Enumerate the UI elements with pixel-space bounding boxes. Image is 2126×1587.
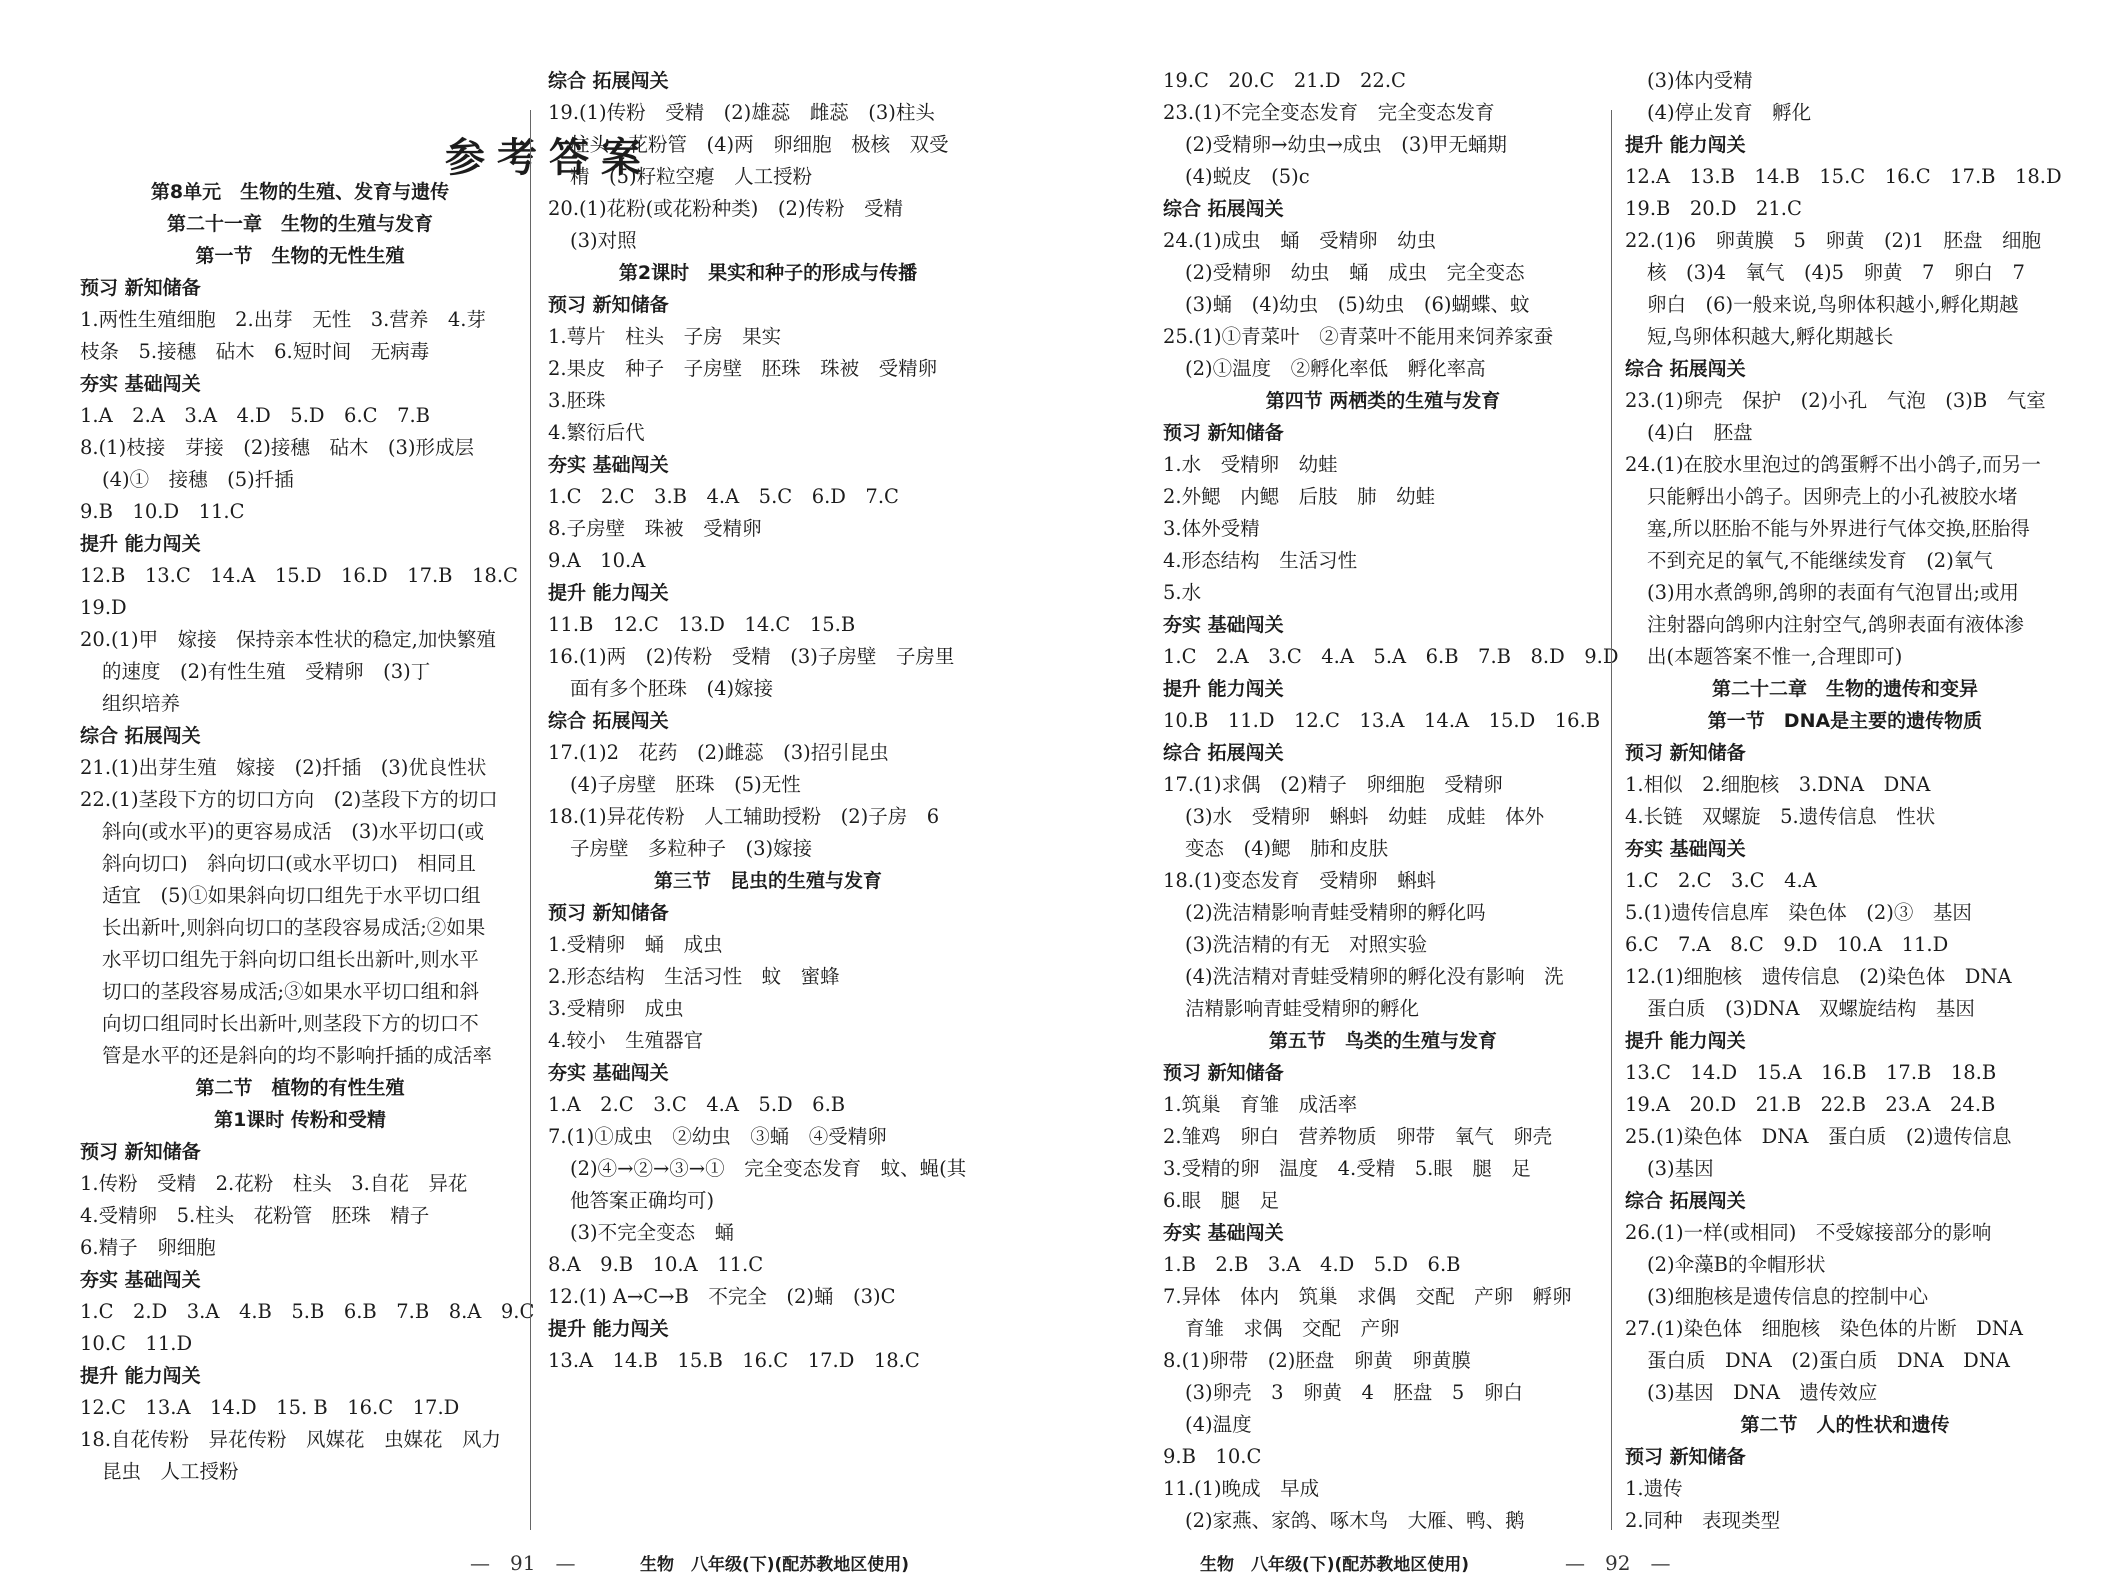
answer-line: 13.A 14.B 15.B 16.C 17.D 18.C xyxy=(548,1349,920,1372)
answer-line: 4.长链 双螺旋 5.遗传信息 性状 xyxy=(1625,805,1936,828)
answer-line: (3)用水煮鸽卵,鸽卵的表面有气泡冒出;或用 xyxy=(1647,581,2019,604)
answer-line: 昆虫 人工授粉 xyxy=(102,1460,239,1483)
page-number-left-value: 91 xyxy=(510,1551,536,1575)
answer-line: 注射器向鸽卵内注射空气,鸽卵表面有液体渗 xyxy=(1647,613,2024,636)
section-heading: 预习 新知储备 xyxy=(1163,1062,1284,1084)
answer-line: 10.C 11.D xyxy=(80,1332,193,1355)
answer-line: 短,鸟卵体积越大,孵化期越长 xyxy=(1647,325,1894,348)
answer-line: 1.B 2.B 3.A 4.D 5.D 6.B xyxy=(1163,1253,1461,1276)
answer-line: (4)① 接穗 (5)扦插 xyxy=(102,468,294,491)
answer-line: 长出新叶,则斜向切口的茎段容易成活;②如果 xyxy=(102,916,486,939)
answer-line: 9.B 10.C xyxy=(1163,1445,1262,1468)
answer-line: 2.形态结构 生活习性 蚊 蜜蜂 xyxy=(548,965,840,988)
answer-line: 3.体外受精 xyxy=(1163,517,1260,540)
answer-line: (3)对照 xyxy=(570,229,637,252)
answer-line: 出(本题答案不惟一,合理即可) xyxy=(1647,645,1903,668)
answer-line: 1.传粉 受精 2.花粉 柱头 3.自花 异花 xyxy=(80,1172,468,1195)
answer-line: (2)家燕、家鸽、啄木鸟 大雁、鸭、鹅 xyxy=(1185,1509,1525,1532)
section-heading: 预习 新知储备 xyxy=(548,902,669,924)
answer-line: 24.(1)在胶水里泡过的鸽蛋孵不出小鸽子,而另一 xyxy=(1625,453,2041,476)
answer-line: (4)停止发育 孵化 xyxy=(1647,101,1812,124)
answer-line: 斜向切口) 斜向切口(或水平切口) 相同且 xyxy=(102,852,476,875)
answer-line: 精 (5)籽粒空瘪 人工授粉 xyxy=(570,165,813,188)
answer-line: 卵白 (6)一般来说,鸟卵体积越小,孵化期越 xyxy=(1647,293,2019,316)
answer-line: 12.B 13.C 14.A 15.D 16.D 17.B 18.C xyxy=(80,564,518,587)
answer-line: 6.眼 腿 足 xyxy=(1163,1189,1280,1212)
answer-line: (3)体内受精 xyxy=(1647,69,1753,92)
answer-line: 8.子房壁 珠被 受精卵 xyxy=(548,517,762,540)
answer-line: (3)蛹 (4)幼虫 (5)幼虫 (6)蝴蝶、蚊 xyxy=(1185,293,1530,316)
answer-line: 12.C 13.A 14.D 15. B 16.C 17.D xyxy=(80,1396,460,1419)
section-heading: 第一节 DNA是主要的遗传物质 xyxy=(1707,710,1983,732)
answer-line: (2)洗洁精影响青蛙受精卵的孵化吗 xyxy=(1185,901,1486,924)
section-heading: 夯实 基础闯关 xyxy=(80,1269,201,1291)
answer-line: 1.C 2.C 3.B 4.A 5.C 6.D 7.C xyxy=(548,485,899,508)
answer-line: 25.(1)①青菜叶 ②青菜叶不能用来饲养家蚕 xyxy=(1163,325,1554,348)
answer-line: 塞,所以胚胎不能与外界进行气体交换,胚胎得 xyxy=(1647,517,2030,540)
answer-line: 管是水平的还是斜向的均不影响扦插的成活率 xyxy=(102,1044,493,1067)
answer-line: (4)洗洁精对青蛙受精卵的孵化没有影响 洗 xyxy=(1185,965,1564,988)
answer-line: 7.(1)①成虫 ②幼虫 ③蛹 ④受精卵 xyxy=(548,1125,887,1148)
section-heading: 第五节 鸟类的生殖与发育 xyxy=(1268,1030,1497,1052)
answer-line: 2.果皮 种子 子房壁 胚珠 珠被 受精卵 xyxy=(548,357,938,380)
answer-line: 19.C 20.C 21.D 22.C xyxy=(1163,69,1406,92)
answer-line: 23.(1)卵壳 保护 (2)小孔 气泡 (3)B 气室 xyxy=(1625,389,2046,412)
section-heading: 提升 能力闯关 xyxy=(1625,1030,1746,1052)
section-heading: 预习 新知储备 xyxy=(1163,422,1284,444)
section-heading: 第8单元 生物的生殖、发育与遗传 xyxy=(150,181,450,203)
answer-line: 核 (3)4 氧气 (4)5 卵黄 7 卵白 7 xyxy=(1647,261,2025,284)
answer-line: 3.受精的卵 温度 4.受精 5.眼 腿 足 xyxy=(1163,1157,1531,1180)
answer-line: 16.(1)两 (2)传粉 受精 (3)子房壁 子房里 xyxy=(548,645,955,668)
answer-line: 4.较小 生殖器官 xyxy=(548,1029,704,1052)
section-heading: 第2课时 果实和种子的形成与传播 xyxy=(618,262,918,284)
answer-line: 蛋白质 (3)DNA 双螺旋结构 基因 xyxy=(1647,997,1975,1020)
page-number-left: — 91 — xyxy=(470,1551,576,1575)
answer-line: 4.繁衍后代 xyxy=(548,421,645,444)
section-heading: 预习 新知储备 xyxy=(1625,1446,1746,1468)
section-heading: 第二十二章 生物的遗传和变异 xyxy=(1711,678,1978,700)
answer-line: 21.(1)出芽生殖 嫁接 (2)扦插 (3)优良性状 xyxy=(80,756,487,779)
answer-line: 只能孵出小鸽子。因卵壳上的小孔被胶水堵 xyxy=(1647,485,2018,508)
answer-line: 3.受精卵 成虫 xyxy=(548,997,684,1020)
answer-line: 11.(1)晚成 早成 xyxy=(1163,1477,1320,1500)
answer-line: (3)基因 xyxy=(1647,1157,1714,1180)
answer-line: (2)伞藻B的伞帽形状 xyxy=(1647,1253,1826,1276)
answer-line: 4.形态结构 生活习性 xyxy=(1163,549,1358,572)
answer-line: 1.遗传 xyxy=(1625,1477,1683,1500)
answer-line: 11.B 12.C 13.D 14.C 15.B xyxy=(548,613,856,636)
answer-line: 12.(1)细胞核 遗传信息 (2)染色体 DNA xyxy=(1625,965,2012,988)
answer-line: 蛋白质 DNA (2)蛋白质 DNA DNA xyxy=(1647,1349,2010,1372)
answer-line: 22.(1)6 卵黄膜 5 卵黄 (2)1 胚盘 细胞 xyxy=(1625,229,2041,252)
answer-line: 18.(1)变态发育 受精卵 蝌蚪 xyxy=(1163,869,1437,892)
answer-line: 2.外鳃 内鳃 后肢 肺 幼蛙 xyxy=(1163,485,1436,508)
answer-line: 1.C 2.D 3.A 4.B 5.B 6.B 7.B 8.A 9.C xyxy=(80,1300,535,1323)
section-heading: 综合 拓展闯关 xyxy=(1163,198,1284,220)
section-heading: 第三节 昆虫的生殖与发育 xyxy=(653,870,882,892)
answer-line: 1.A 2.A 3.A 4.D 5.D 6.C 7.B xyxy=(80,404,431,427)
answer-line: (4)温度 xyxy=(1185,1413,1252,1436)
answer-line: 1.萼片 柱头 子房 果实 xyxy=(548,325,782,348)
answer-line: 18.自花传粉 异花传粉 风媒花 虫媒花 风力 xyxy=(80,1428,502,1451)
answer-line: 1.A 2.C 3.C 4.A 5.D 6.B xyxy=(548,1093,846,1116)
section-heading: 提升 能力闯关 xyxy=(1625,134,1746,156)
column-divider xyxy=(530,110,531,1530)
answer-line: 8.(1)枝接 芽接 (2)接穗 砧木 (3)形成层 xyxy=(80,436,474,459)
section-heading: 综合 拓展闯关 xyxy=(548,710,669,732)
section-heading: 预习 新知储备 xyxy=(80,1141,201,1163)
answer-line: 斜向(或水平)的更容易成活 (3)水平切口(或 xyxy=(102,820,484,843)
section-heading: 第四节 两栖类的生殖与发育 xyxy=(1265,390,1501,412)
section-heading: 综合 拓展闯关 xyxy=(1625,358,1746,380)
page-number-right-value: 92 xyxy=(1605,1551,1631,1575)
answer-line: 8.A 9.B 10.A 11.C xyxy=(548,1253,764,1276)
section-heading: 综合 拓展闯关 xyxy=(1625,1190,1746,1212)
answer-line: 适宜 (5)①如果斜向切口组先于水平切口组 xyxy=(102,884,481,907)
answer-line: 9.A 10.A xyxy=(548,549,646,572)
section-heading: 综合 拓展闯关 xyxy=(80,725,201,747)
answer-line: 13.C 14.D 15.A 16.B 17.B 18.B xyxy=(1625,1061,1997,1084)
answer-line: 3.胚珠 xyxy=(548,389,606,412)
answer-line: (3)卵壳 3 卵黄 4 胚盘 5 卵白 xyxy=(1185,1381,1523,1404)
section-heading: 提升 能力闯关 xyxy=(1163,678,1284,700)
page-title: 参考答案 xyxy=(445,134,653,181)
answer-line: 17.(1)求偶 (2)精子 卵细胞 受精卵 xyxy=(1163,773,1503,796)
answer-line: (2)受精卵→幼虫→成虫 (3)甲无蛹期 xyxy=(1185,133,1507,156)
answer-line: 组织培养 xyxy=(102,692,181,715)
footer-book-title-left: 生物 八年级(下)(配苏教地区使用) xyxy=(640,1555,910,1575)
answer-line: 2.雏鸡 卵白 营养物质 卵带 氧气 卵壳 xyxy=(1163,1125,1553,1148)
answer-line: 20.(1)花粉(或花粉种类) (2)传粉 受精 xyxy=(548,197,903,220)
answer-line: 12.(1) A→C→B 不完全 (2)蛹 (3)C xyxy=(548,1285,896,1308)
answer-line: (3)洗洁精的有无 对照实验 xyxy=(1185,933,1428,956)
answer-line: 变态 (4)鳃 肺和皮肤 xyxy=(1185,837,1389,860)
section-heading: 夯实 基础闯关 xyxy=(548,454,669,476)
answer-line: 12.A 13.B 14.B 15.C 16.C 17.B 18.D xyxy=(1625,165,2062,188)
footer-book-title-right: 生物 八年级(下)(配苏教地区使用) xyxy=(1200,1555,1470,1575)
answer-line: 向切口组同时长出新叶,则茎段下方的切口不 xyxy=(102,1012,479,1035)
answer-line: (2)①温度 ②孵化率低 孵化率高 xyxy=(1185,357,1486,380)
answer-line: 20.(1)甲 嫁接 保持亲本性状的稳定,加快繁殖 xyxy=(80,628,496,651)
section-heading: 第1课时 传粉和受精 xyxy=(214,1109,386,1131)
answer-line: (3)细胞核是遗传信息的控制中心 xyxy=(1647,1285,1929,1308)
answer-line: 23.(1)不完全变态发育 完全变态发育 xyxy=(1163,101,1495,124)
answer-line: 育雏 求偶 交配 产卵 xyxy=(1185,1317,1400,1340)
answer-line: 26.(1)一样(或相同) 不受嫁接部分的影响 xyxy=(1625,1221,1992,1244)
answer-line: 10.B 11.D 12.C 13.A 14.A 15.D 16.B xyxy=(1163,709,1601,732)
answer-line: 洁精影响青蛙受精卵的孵化 xyxy=(1185,997,1420,1020)
answer-line: 1.相似 2.细胞核 3.DNA DNA xyxy=(1625,773,1931,796)
answer-line: 25.(1)染色体 DNA 蛋白质 (2)遗传信息 xyxy=(1625,1125,2012,1148)
section-heading: 提升 能力闯关 xyxy=(548,1318,669,1340)
answer-line: 面有多个胚珠 (4)嫁接 xyxy=(570,677,774,700)
section-heading: 综合 拓展闯关 xyxy=(1163,742,1284,764)
section-heading: 夯实 基础闯关 xyxy=(1163,614,1284,636)
answer-line: 19.B 20.D 21.C xyxy=(1625,197,1802,220)
answer-line: 6.C 7.A 8.C 9.D 10.A 11.D xyxy=(1625,933,1949,956)
section-heading: 提升 能力闯关 xyxy=(80,1365,201,1387)
answer-line: 19.(1)传粉 受精 (2)雄蕊 雌蕊 (3)柱头 xyxy=(548,101,935,124)
answer-line: 22.(1)茎段下方的切口方向 (2)茎段下方的切口 xyxy=(80,788,498,811)
answer-line: (3)基因 DNA 遗传效应 xyxy=(1647,1381,1878,1404)
section-heading: 预习 新知储备 xyxy=(548,294,669,316)
answer-line: 1.筑巢 育雏 成活率 xyxy=(1163,1093,1358,1116)
answer-line: 他答案正确均可) xyxy=(570,1189,715,1212)
answer-line: 24.(1)成虫 蛹 受精卵 幼虫 xyxy=(1163,229,1437,252)
answer-line: (2)④→②→③→① 完全变态发育 蚊、蝇(其 xyxy=(570,1157,967,1180)
answer-line: 的速度 (2)有性生殖 受精卵 (3)丁 xyxy=(102,660,431,683)
answer-line: (4)子房壁 胚珠 (5)无性 xyxy=(570,773,801,796)
answer-line: 18.(1)异花传粉 人工辅助授粉 (2)子房 6 xyxy=(548,805,940,828)
section-heading: 夯实 基础闯关 xyxy=(548,1062,669,1084)
answer-line: 1.受精卵 蛹 成虫 xyxy=(548,933,723,956)
section-heading: 夯实 基础闯关 xyxy=(1625,838,1746,860)
column-divider xyxy=(1611,110,1612,1530)
answer-line: 5.水 xyxy=(1163,581,1202,604)
section-heading: 第二节 植物的有性生殖 xyxy=(195,1077,405,1099)
answer-line: 子房壁 多粒种子 (3)嫁接 xyxy=(570,837,813,860)
answer-line: 2.同种 表现类型 xyxy=(1625,1509,1781,1532)
answer-line: (4)白 胚盘 xyxy=(1647,421,1753,444)
answer-line: 1.两性生殖细胞 2.出芽 无性 3.营养 4.芽 xyxy=(80,308,486,331)
section-heading: 提升 能力闯关 xyxy=(80,533,201,555)
answer-line: 6.精子 卵细胞 xyxy=(80,1236,216,1259)
answer-line: (3)不完全变态 蛹 xyxy=(570,1221,735,1244)
answer-line: 枝条 5.接穗 砧木 6.短时间 无病毒 xyxy=(80,340,430,363)
answer-line: 柱头 花粉管 (4)两 卵细胞 极核 双受 xyxy=(570,133,949,156)
section-heading: 提升 能力闯关 xyxy=(548,582,669,604)
answer-line: 4.受精卵 5.柱头 花粉管 胚珠 精子 xyxy=(80,1204,430,1227)
section-heading: 第一节 生物的无性生殖 xyxy=(195,245,405,267)
page-number-right: — 92 — xyxy=(1565,1551,1671,1575)
answer-line: 1.C 2.A 3.C 4.A 5.A 6.B 7.B 8.D 9.D xyxy=(1163,645,1619,668)
answer-line: 水平切口组先于斜向切口组长出新叶,则水平 xyxy=(102,948,479,971)
section-heading: 第二节 人的性状和遗传 xyxy=(1740,1414,1950,1436)
answer-line: 9.B 10.D 11.C xyxy=(80,500,245,523)
section-heading: 预习 新知储备 xyxy=(80,277,201,299)
answer-line: 27.(1)染色体 细胞核 染色体的片断 DNA xyxy=(1625,1317,2023,1340)
answer-line: 19.D xyxy=(80,596,127,619)
answer-line: 切口的茎段容易成活;③如果水平切口组和斜 xyxy=(102,980,480,1003)
answer-line: (2)受精卵 幼虫 蛹 成虫 完全变态 xyxy=(1185,261,1525,284)
answer-line: (4)蜕皮 (5)c xyxy=(1185,165,1310,188)
section-heading: 综合 拓展闯关 xyxy=(548,70,669,92)
answer-line: 19.A 20.D 21.B 22.B 23.A 24.B xyxy=(1625,1093,1996,1116)
answer-line: 8.(1)卵带 (2)胚盘 卵黄 卵黄膜 xyxy=(1163,1349,1471,1372)
answer-line: 17.(1)2 花药 (2)雌蕊 (3)招引昆虫 xyxy=(548,741,889,764)
answer-line: (3)水 受精卵 蝌蚪 幼蛙 成蛙 体外 xyxy=(1185,805,1545,828)
answer-line: 7.异体 体内 筑巢 求偶 交配 产卵 孵卵 xyxy=(1163,1285,1572,1308)
section-heading: 预习 新知储备 xyxy=(1625,742,1746,764)
section-heading: 第二十一章 生物的生殖与发育 xyxy=(166,213,433,235)
answer-line: 1.C 2.C 3.C 4.A xyxy=(1625,869,1817,892)
answer-line: 1.水 受精卵 幼蛙 xyxy=(1163,453,1338,476)
answer-line: 不到充足的氧气,不能继续发育 (2)氧气 xyxy=(1647,549,1993,572)
section-heading: 夯实 基础闯关 xyxy=(1163,1222,1284,1244)
section-heading: 夯实 基础闯关 xyxy=(80,373,201,395)
answer-line: 5.(1)遗传信息库 染色体 (2)③ 基因 xyxy=(1625,901,1972,924)
